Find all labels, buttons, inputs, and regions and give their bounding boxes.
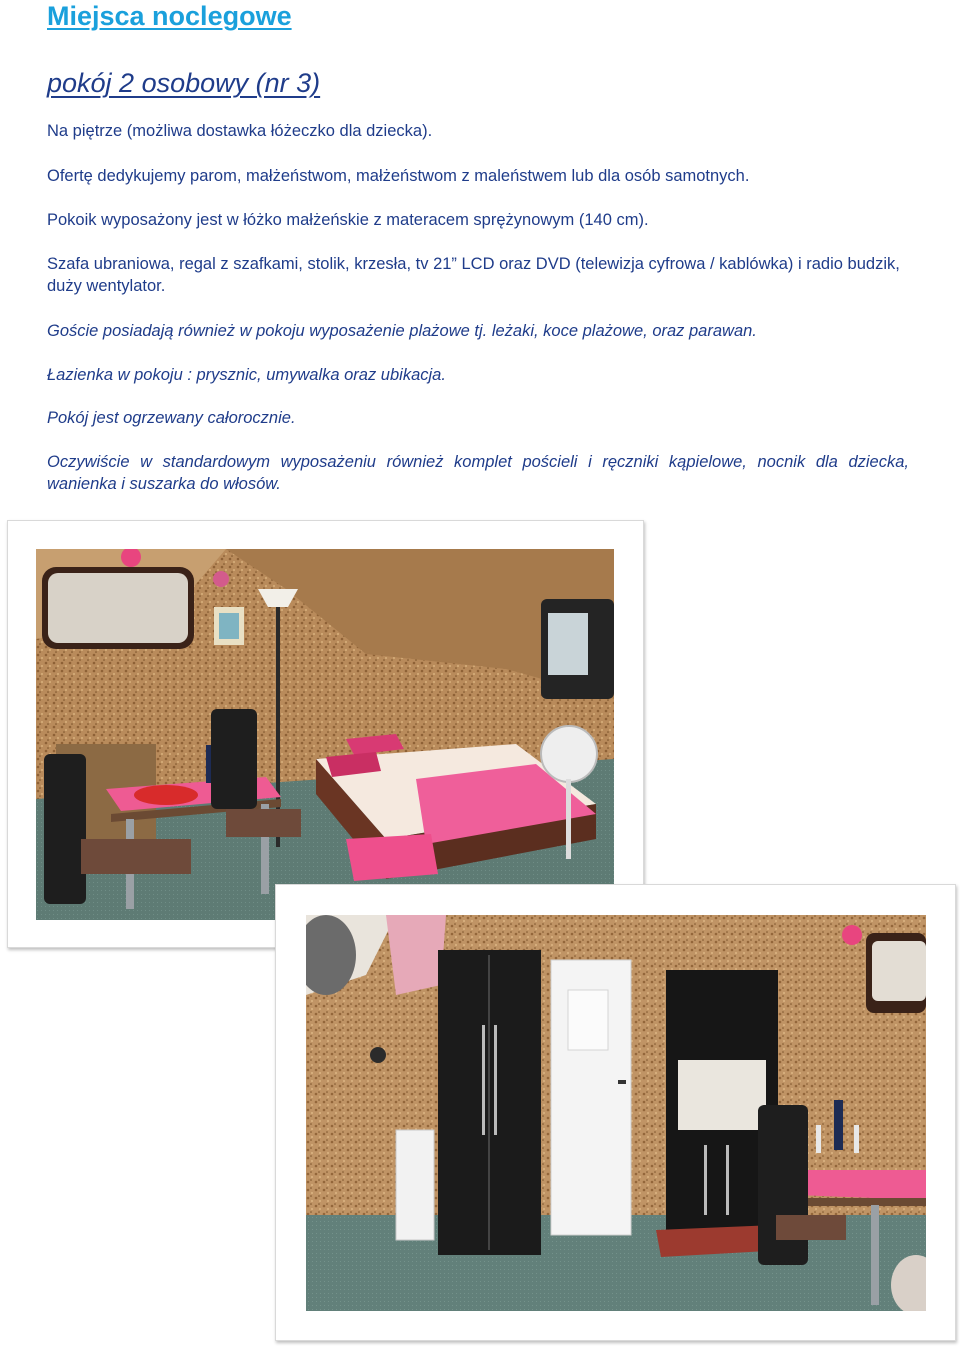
paragraph-standard-equipment: Oczywiście w standardowym wyposażeniu również komplet pościeli i ręczniki kąpielowe, nocnik dla dziecka, wanienka i suszarka do włosów. bbox=[47, 453, 909, 493]
paragraph-furniture: Szafa ubraniowa, regal z szafkami, stolik, krzesła, tv 21” LCD oraz DVD (telewizja cyfrowa / kablówka) i radio budzik, duży wentylator. bbox=[47, 255, 900, 295]
room-photo-wardrobes-image bbox=[306, 915, 926, 1311]
paragraph-beach-equipment: Goście posiadają również w pokoju wyposażenie plażowe tj. leżaki, koce plażowe, oraz parawan. bbox=[47, 322, 757, 340]
paragraph-extra-bed: Na piętrze (możliwa dostawka łóżeczko dla dziecka). bbox=[47, 122, 433, 140]
room-title: pokój 2 osobowy (nr 3) bbox=[47, 68, 321, 98]
room-photo-wardrobes bbox=[275, 884, 956, 1341]
paragraph-bed: Pokoik wyposażony jest w łóżko małżeńskie z materacem sprężynowym (140 cm). bbox=[47, 211, 649, 229]
paragraph-heating: Pokój jest ogrzewany całorocznie. bbox=[47, 409, 296, 427]
room-photo-bed-image bbox=[36, 549, 614, 920]
paragraph-target-guests: Ofertę dedykujemy parom, małżeństwom, małżeństwom z maleństwem lub dla osób samotnych. bbox=[47, 167, 750, 185]
paragraph-bathroom: Łazienka w pokoju : prysznic, umywalka oraz ubikacja. bbox=[47, 366, 446, 384]
site-heading[interactable]: Miejsca noclegowe bbox=[47, 1, 292, 31]
